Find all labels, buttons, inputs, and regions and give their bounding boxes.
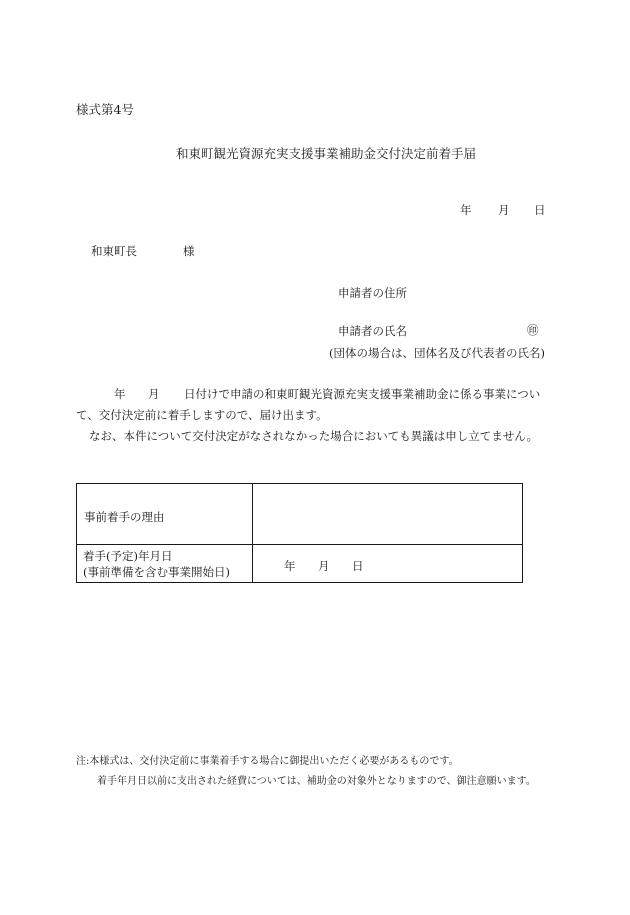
table-year-label: 年: [284, 559, 296, 573]
date-year-label: 年: [460, 203, 472, 217]
body-month-label: 月: [148, 387, 160, 401]
footnote-line-2: 着手年月日以前に支出された経費については、補助金の対象外となりますので、御注意願います。: [97, 776, 536, 787]
body-year-label: 年: [114, 387, 126, 401]
body-text-line-3: なお、本件について交付決定がなされなかった場合においても異議は申し立てません。: [89, 429, 538, 443]
start-date-label: 着手(予定)年月日: [83, 549, 173, 563]
applicant-name-label: 申請者の氏名: [338, 324, 407, 338]
table-month-label: 月: [318, 559, 330, 573]
body-text-line-2: て、交付決定前に着手しますので、届け出ます。: [76, 408, 328, 422]
form-number: 様式第4号: [76, 102, 134, 117]
start-date-sublabel: (事前準備を含む事業開始日): [83, 565, 230, 579]
table-column-divider: [252, 484, 253, 582]
footnote-line-1: 注:本様式は、交付決定前に事業着手する場合に御提出いただく必要があるものです。: [76, 756, 459, 767]
table-row-divider: [77, 544, 522, 545]
date-day-label: 日: [534, 203, 546, 217]
table-day-label: 日: [352, 559, 364, 573]
applicant-group-note: (団体の場合は、団体名及び代表者の氏名): [329, 346, 545, 360]
reason-label: 事前着手の理由: [84, 510, 165, 524]
addressee-honorific: 様: [183, 244, 195, 258]
seal-mark-icon: ㊞: [527, 323, 539, 337]
body-text-line-1: 日付けで申請の和東町観光資源充実支援事業補助金に係る事業につい: [184, 387, 541, 401]
applicant-address-label: 申請者の住所: [338, 286, 407, 300]
document-title: 和東町観光資源充実支援事業補助金交付決定前着手届: [176, 146, 477, 161]
addressee-name: 和東町長: [91, 244, 137, 258]
date-month-label: 月: [498, 203, 510, 217]
